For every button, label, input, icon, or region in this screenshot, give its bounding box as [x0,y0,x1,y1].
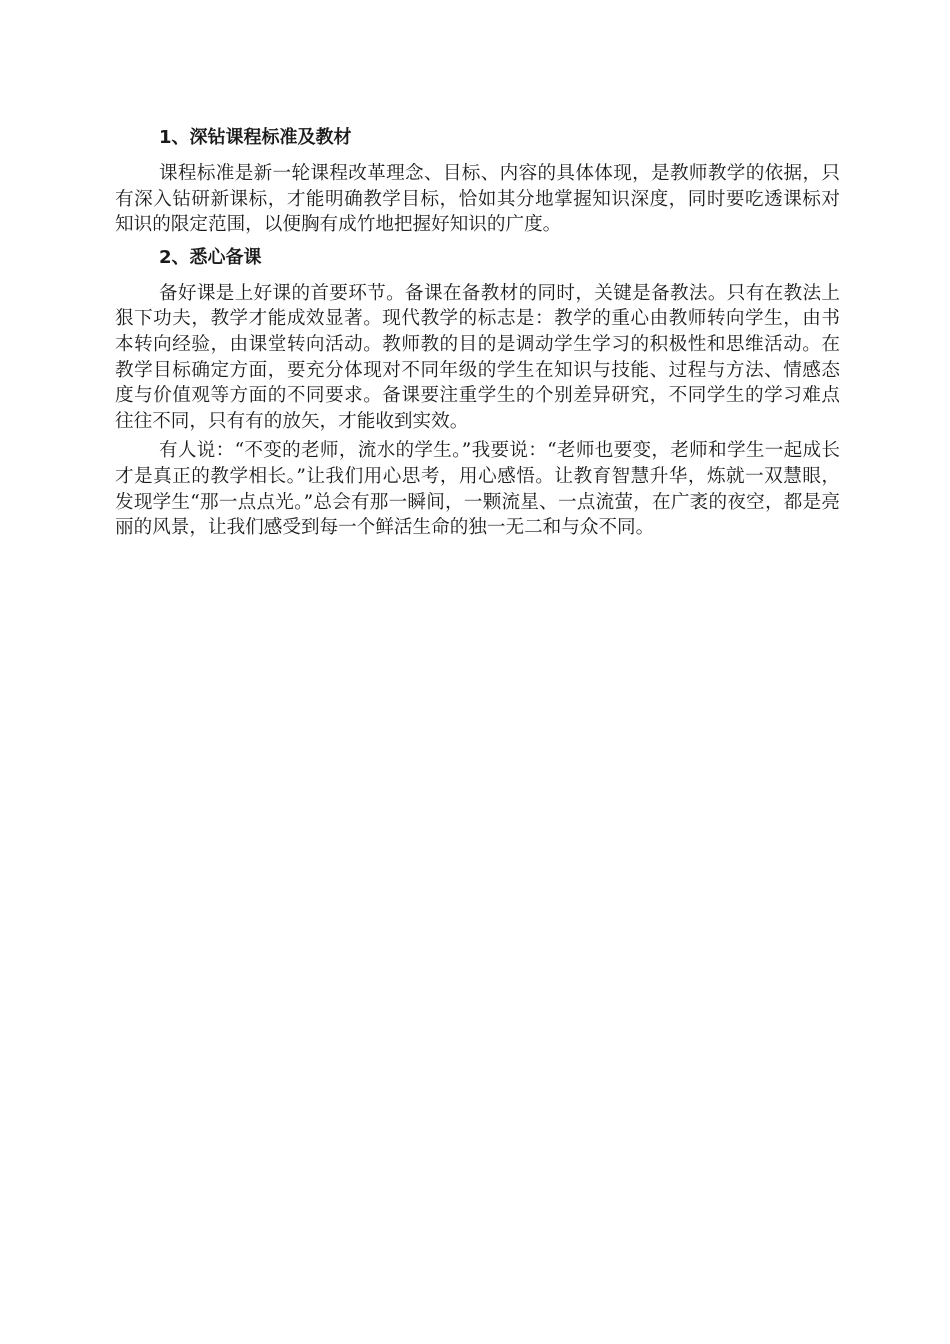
section-heading-1 [115,124,840,151]
section-number: 2 [159,246,172,268]
section-title: 、悉心备课 [171,246,262,268]
section-number: 1 [159,127,172,148]
section-heading-2 [115,244,840,271]
paragraph-curriculum-standards: 课程标准是新一轮课程改革理念、目标、内容的具体体现，是教师教学的依据，只有深入钻研新课标，才能明确教学目标，恰如其分地掌握知识深度，同时要吃透课标对知识的限定范围，以便胸有成竹地把握好知识的广度。 [115,163,840,236]
section-title: 、深钻课程标准及教材 [171,127,352,148]
paragraph-teaching-reflection: 有人说：“不变的老师，流水的学生。”我要说：“老师也要变，老师和学生一起成长才是真正的教学相长。”让我们用心思考，用心感悟。让教育智慧升华，炼就一双慧眼，发现学生“那一点点光。”总会有那一瞬间，一颗流星、一点流萤，在广袤的夜空，都是亮丽的风景，让我们感受到每一个鲜活生命的独一无二和与众不同。 [115,440,840,539]
paragraph-lesson-preparation: 备好课是上好课的首要环节。备课在备教材的同时，关键是备教法。只有在教法上狠下功夫，教学才能成效显著。现代教学的标志是：教学的重心由教师转向学生，由书本转向经验，由课堂转向活动。教师教的目的是调动学生学习的积极性和思维活动。在教学目标确定方面，要充分体现对不同年级的学生在知识与技能、过程与方法、情感态度与价值观等方面的不同要求。备课要注重学生的个别差异研究，不同学生的学习难点往往不同，只有有的放矢，才能收到实效。 [115,282,840,432]
document-page [115,124,840,545]
